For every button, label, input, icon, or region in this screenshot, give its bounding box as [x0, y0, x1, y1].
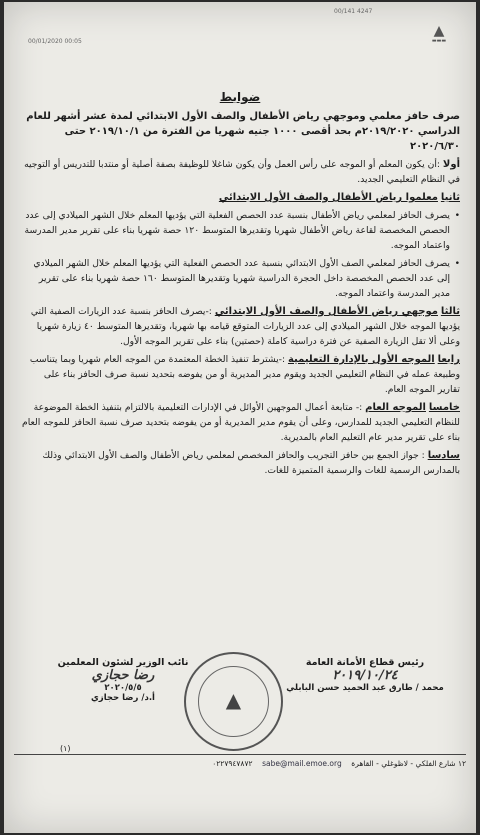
page-number: (١)	[60, 744, 71, 753]
document-title: ضوابط	[219, 90, 261, 104]
signature-block-left	[28, 657, 218, 703]
signature-left: رضا حجازي	[91, 668, 155, 683]
signatory-title-left: نائب الوزير لشئون المعلمين	[57, 657, 189, 668]
section-1: أولا :أن يكون المعلم أو الموجه على رأس العمل وأن يكون شاغلا للوظيفة بصفة أصلية أو منتدبا للتدريس أو التوجيه في النظام التعليمي الجديد.	[24, 159, 460, 185]
eagle-icon: ▲	[225, 688, 242, 712]
fax-date: 00/01/2020 00:05	[28, 38, 82, 45]
section-2: ثانيا معلموا رياض الأطفال والصف الأول الابتدائي	[218, 192, 460, 203]
signatory-name-left: أ.د/ رضا حجازي	[91, 693, 155, 703]
document-footer	[14, 754, 466, 768]
section-2-bullet-1: • يصرف الحافز لمعلمي رياض الأطفال بنسبة عدد الحصص الفعلية التي يؤديها المعلم خلال الشهر الميلادي إلى عدد الحصص المخصصة لقاعة رياض الأطفال شهريا وتقديرها المتوسط ١٢٠ حصة شهريا بناء على تقرير مدير المدرسة واعتماد الموجه.	[20, 208, 460, 253]
section-2-bullet-2: • يصرف الحافز لمعلمي الصف الأول الابتدائي بنسبة عدد الحصص الفعلية التي يؤديها المعلم خلال الشهر الميلادي إلى عدد الحصص المخصصة داخل الحجرة الدراسية شهريا وتقديرها المتوسط ١٦٠ حصة شهريا بناء على تقرير مدير المدرسة واعتماد الموجه.	[20, 256, 460, 301]
document-page	[4, 2, 476, 833]
signature-date-left: ٢٠٢٠/٥/٥	[104, 683, 142, 693]
signatory-title-right: رئيس قطاع الأمانة العامة	[305, 657, 425, 668]
footer-address: ١٢ شارع الفلكي - لاظوغلي - القاهرة	[351, 759, 466, 768]
footer-email: sabe@mail.emoe.org	[262, 759, 342, 768]
signatory-name-right: محمد / طارق عبد الحميد حسن البابلي	[286, 683, 444, 693]
eagle-icon: ▲	[433, 23, 445, 39]
fax-number: 00/141 4247	[334, 8, 373, 15]
section-5: خامسا الموجه العام :- متابعة أعمال الموجهين الأوائل في الإدارات التعليمية بالالتزام بتنفيذ الخطة الموضوعة للنظام التعليمي الجديد للمدارس، وعلى أن يقوم مدير المديرية أو من يفوضه بتحديد صرف نسبة الحافز للموجه العام بناء على تقرير مدير عام التعليم العام بالمديرية.	[22, 402, 460, 443]
section-3: ثالثا موجهي رياض الأطفال والصف الأول الابتدائي :-يصرف الحافز بنسبة عدد الزيارات الصفية التي يؤديها الموجه خلال الشهر الميلادي إلى عدد الزيارات المتوقع قيامه بها شهريا، وتقديرها المتوسط ٤٠ زيارة شهريا وعلى ألا تقل الزيارة الصفية عن فترة دراسية كاملة (حصتين) بناء على تقرير الموجه الأول.	[30, 306, 460, 347]
signature-block-right	[270, 657, 460, 693]
ministry-emblem: ▲ ▬▬▬	[416, 24, 462, 44]
document-subtitle: صرف حافز معلمي وموجهي رياض الأطفال والصف الأول الابتدائي لمدة عشر أشهر للعام الدراسي ٢٠١٩/٢٠٢٠م بحد أقصى ١٠٠٠ جنيه شهريا من الفترة من ٢٠١٩/١٠/١ حتى ٢٠٢٠/٦/٣٠	[26, 111, 460, 152]
section-4: رابعا الموجه الأول بالإدارة التعليمية :-يشترط تنفيذ الخطة المعتمدة من الموجه العام شهريا وبما يتناسب وطبيعة عمله في النظام التعليمي الجديد ويقوم مدير المديرية أو من يفوضه بتحديد نسبة صرف الحافز بناء على تقارير الموجه العام.	[29, 354, 460, 395]
section-6: سادسا : جواز الجمع بين حافز التجريب والحافز المخصص لمعلمي رياض الأطفال والصف الأول الابتدائي وذلك بالمدارس الرسمية للغات والرسمية المتميزة للغات.	[42, 450, 460, 476]
document-body	[20, 90, 460, 481]
footer-phone: ٠٢٢٧٩٤٧٨٧٢	[212, 759, 253, 768]
signature-right: ٢٠١٩/١٠/٢٤	[332, 668, 398, 683]
